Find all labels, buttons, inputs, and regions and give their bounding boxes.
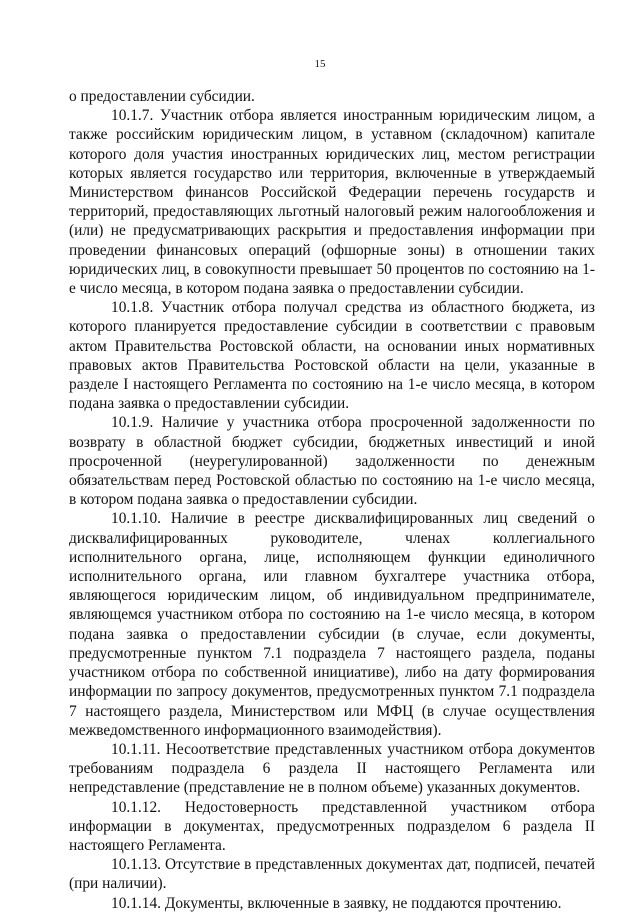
page-number: 15 (314, 58, 326, 70)
paragraph-10-1-7: 10.1.7. Участник отбора является иностранным юридическим лицом, а также российским юридическим лицом, в уставном (складочном) капитале которого доля участия иностранных юридических лиц, местом регистрации которых является государство или территория, включенные в утверждаемый Министерством финансов Российской Федерации перечень государств и территорий, предоставляющих льготный налоговый режим налогообложения и (или) не предусматривающих раскрытия и предоставления информации при проведении финансовых операций (офшорные зоны) в отношении таких юридических лиц, в совокупности превышает 50 процентов по состоянию на 1-е число месяца, в котором подана заявка о предоставлении субсидии. (69, 107, 595, 298)
paragraph-10-1-12: 10.1.12. Недостоверность представленной участником отбора информации в документах, предусмотренных подразделом 6 раздела II настоящего Регламента. (69, 798, 595, 854)
paragraph-continuation: о предоставлении субсидии. (69, 88, 255, 105)
paragraph-10-1-8: 10.1.8. Участник отбора получал средства из областного бюджета, из которого планируется предоставление субсидии в соответствии с правовым актом Правительства Ростовской области, на основании иных нормативных правовых актов Правительства Ростовской области на цели, указанные в разделе I настоящего Регламента по состоянию на 1-е число месяца, в котором подана заявка о предоставлении субсидии. (69, 299, 595, 413)
paragraph-10-1-10: 10.1.10. Наличие в реестре дисквалифицированных лиц сведений о дисквалифицированных руководителе, членах коллегиального исполнительного органа, лице, исполняющем функции единоличного исполнительного органа, или главном бухгалтере участника отбора, являющегося юридическим лицом, об индивидуальном предпринимателе, являющемся участником отбора по состоянию на 1-е число месяца, в котором подана заявка о предоставлении субсидии (в случае, если документы, предусмотренные пунктом 7.1 подраздела 7 настоящего раздела, поданы участником отбора по собственной инициативе), либо на дату формирования информации по запросу документов, предусмотренных пунктом 7.1 подраздела 7 настоящего раздела, Министерством или МФЦ (в случае осуществления межведомственного информационного взаимодействия). (69, 510, 595, 739)
document-body (69, 87, 595, 913)
paragraph-10-1-9: 10.1.9. Наличие у участника отбора просроченной задолженности по возврату в областной бюджет субсидии, бюджетных инвестиций и иной просроченной (неурегулированной) задолженности по денежным обязательствам перед Ростовской областью по состоянию на 1-е число месяца, в котором подана заявка о предоставлении субсидии. (69, 414, 595, 509)
paragraph-10-1-11: 10.1.11. Несоответствие представленных участником отбора документов требованиям подраздела 6 раздела II настоящего Регламента или непредставление (представление не в полном объеме) указанных документов. (69, 740, 595, 797)
paragraph-10-1-14: 10.1.14. Документы, включенные в заявку, не поддаются прочтению. (111, 894, 562, 912)
paragraph-10-1-13: 10.1.13. Отсутствие в представленных документах дат, подписей, печатей (при наличии). (69, 856, 595, 893)
